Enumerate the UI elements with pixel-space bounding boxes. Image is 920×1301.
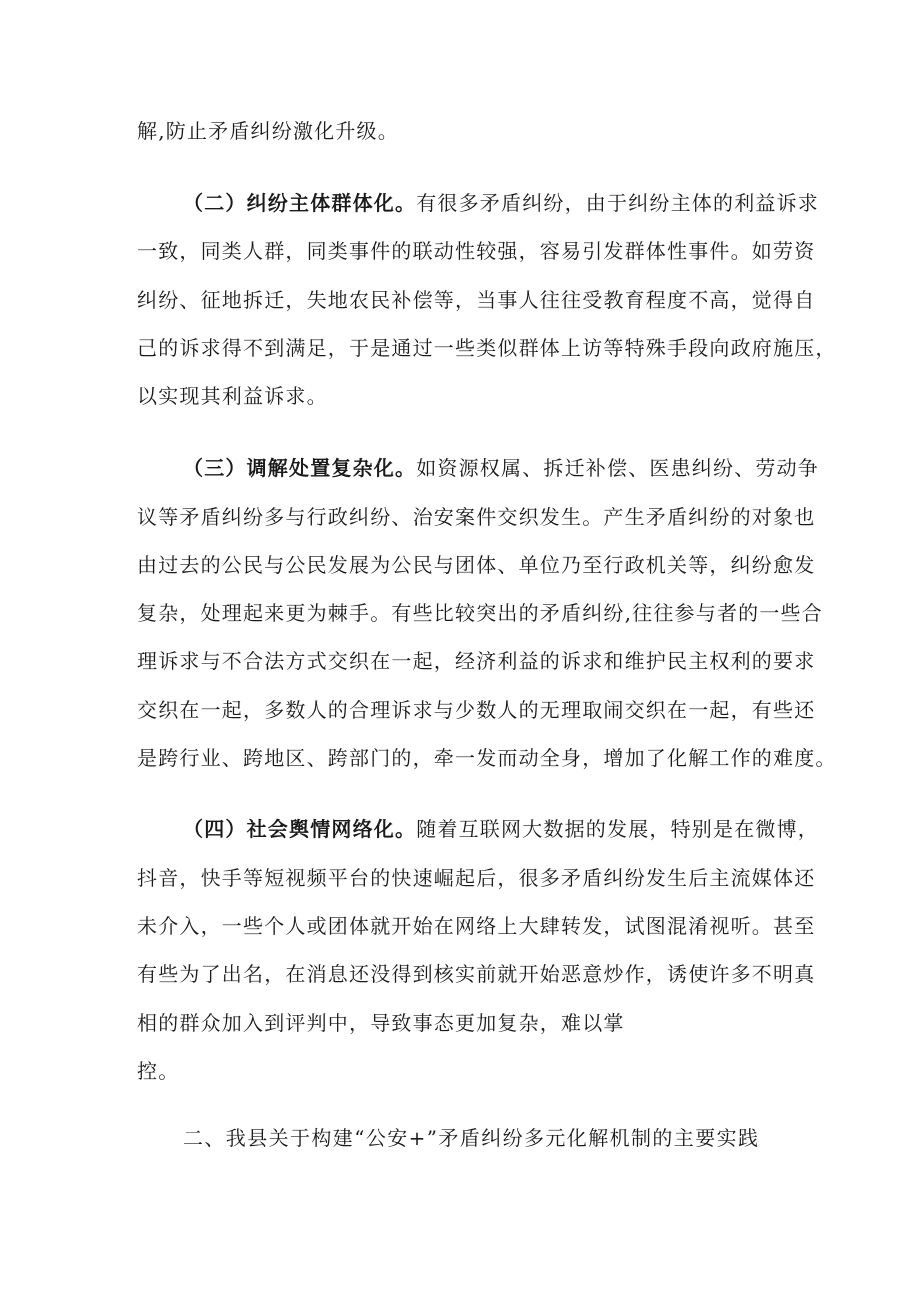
- paragraph-line: 议等矛盾纠纷多与行政纠纷、治安案件交织发生。产生矛盾纠纷的对象也: [137, 505, 816, 529]
- paragraph-line: 己的诉求得不到满足，于是通过一些类似群体上访等特殊手段向政府施压，: [137, 336, 837, 360]
- paragraph-line: 交织在一起，多数人的合理诉求与少数人的无理取闹交织在一起，有些还: [137, 698, 816, 722]
- paragraph-lead: （三）调解处置复杂化。: [183, 456, 417, 480]
- paragraph-line: 以实现其利益诉求。: [137, 384, 328, 408]
- paragraph-first-line: [183, 189, 819, 217]
- paragraph-line: 理诉求与不合法方式交织在一起，经济利益的诉求和维护民主权利的要求: [137, 649, 816, 673]
- paragraph-line: 由过去的公民与公民发展为公民与团体、单位乃至行政机关等，纠纷愈发: [137, 553, 816, 577]
- paragraph-line: 未介入，一些个人或团体就开始在网络上大肆转发，试图混淆视听。甚至: [137, 914, 816, 938]
- paragraph-line: 相的群众加入到评判中，导致事态更加复杂，难以掌: [137, 1011, 625, 1035]
- paragraph-line: 复杂，处理起来更为棘手。有些比较突出的矛盾纠纷,往往参与者的一些合: [137, 601, 823, 625]
- paragraph-text: 如资源权属、拆迁补偿、医患纠纷、劳动争: [416, 456, 820, 480]
- paragraph-line: 有些为了出名，在消息还没得到核实前就开始恶意炒作，诱使许多不明真: [137, 962, 816, 986]
- paragraph-first-line: [183, 815, 819, 843]
- paragraph-lead: （二）纠纷主体群体化。: [183, 191, 417, 215]
- paragraph-line: 控。: [137, 1059, 180, 1083]
- paragraph-first-line: [183, 454, 819, 482]
- paragraph-line: 抖音，快手等短视频平台的快速崛起后，很多矛盾纠纷发生后主流媒体还: [137, 866, 816, 890]
- paragraph-text: 随着互联网大数据的发展，特别是在微博，: [416, 817, 820, 841]
- paragraph-lead: （四）社会舆情网络化。: [183, 817, 417, 841]
- section-heading: 二、我县关于构建“公安+”矛盾纠纷多元化解机制的主要实践: [183, 1126, 760, 1150]
- paragraph-text: 有很多矛盾纠纷，由于纠纷主体的利益诉求: [416, 191, 820, 215]
- paragraph-line: 纠纷、征地拆迁，失地农民补偿等，当事人往往受教育程度不高，觉得自: [137, 288, 816, 312]
- paragraph-line: 解,防止矛盾纠纷激化升级。: [137, 119, 399, 143]
- paragraph-line: 是跨行业、跨地区、跨部门的，牵一发而动全身，增加了化解工作的难度。: [137, 746, 837, 770]
- paragraph-line: 一致，同类人群，同类事件的联动性较强，容易引发群体性事件。如劳资: [137, 239, 816, 263]
